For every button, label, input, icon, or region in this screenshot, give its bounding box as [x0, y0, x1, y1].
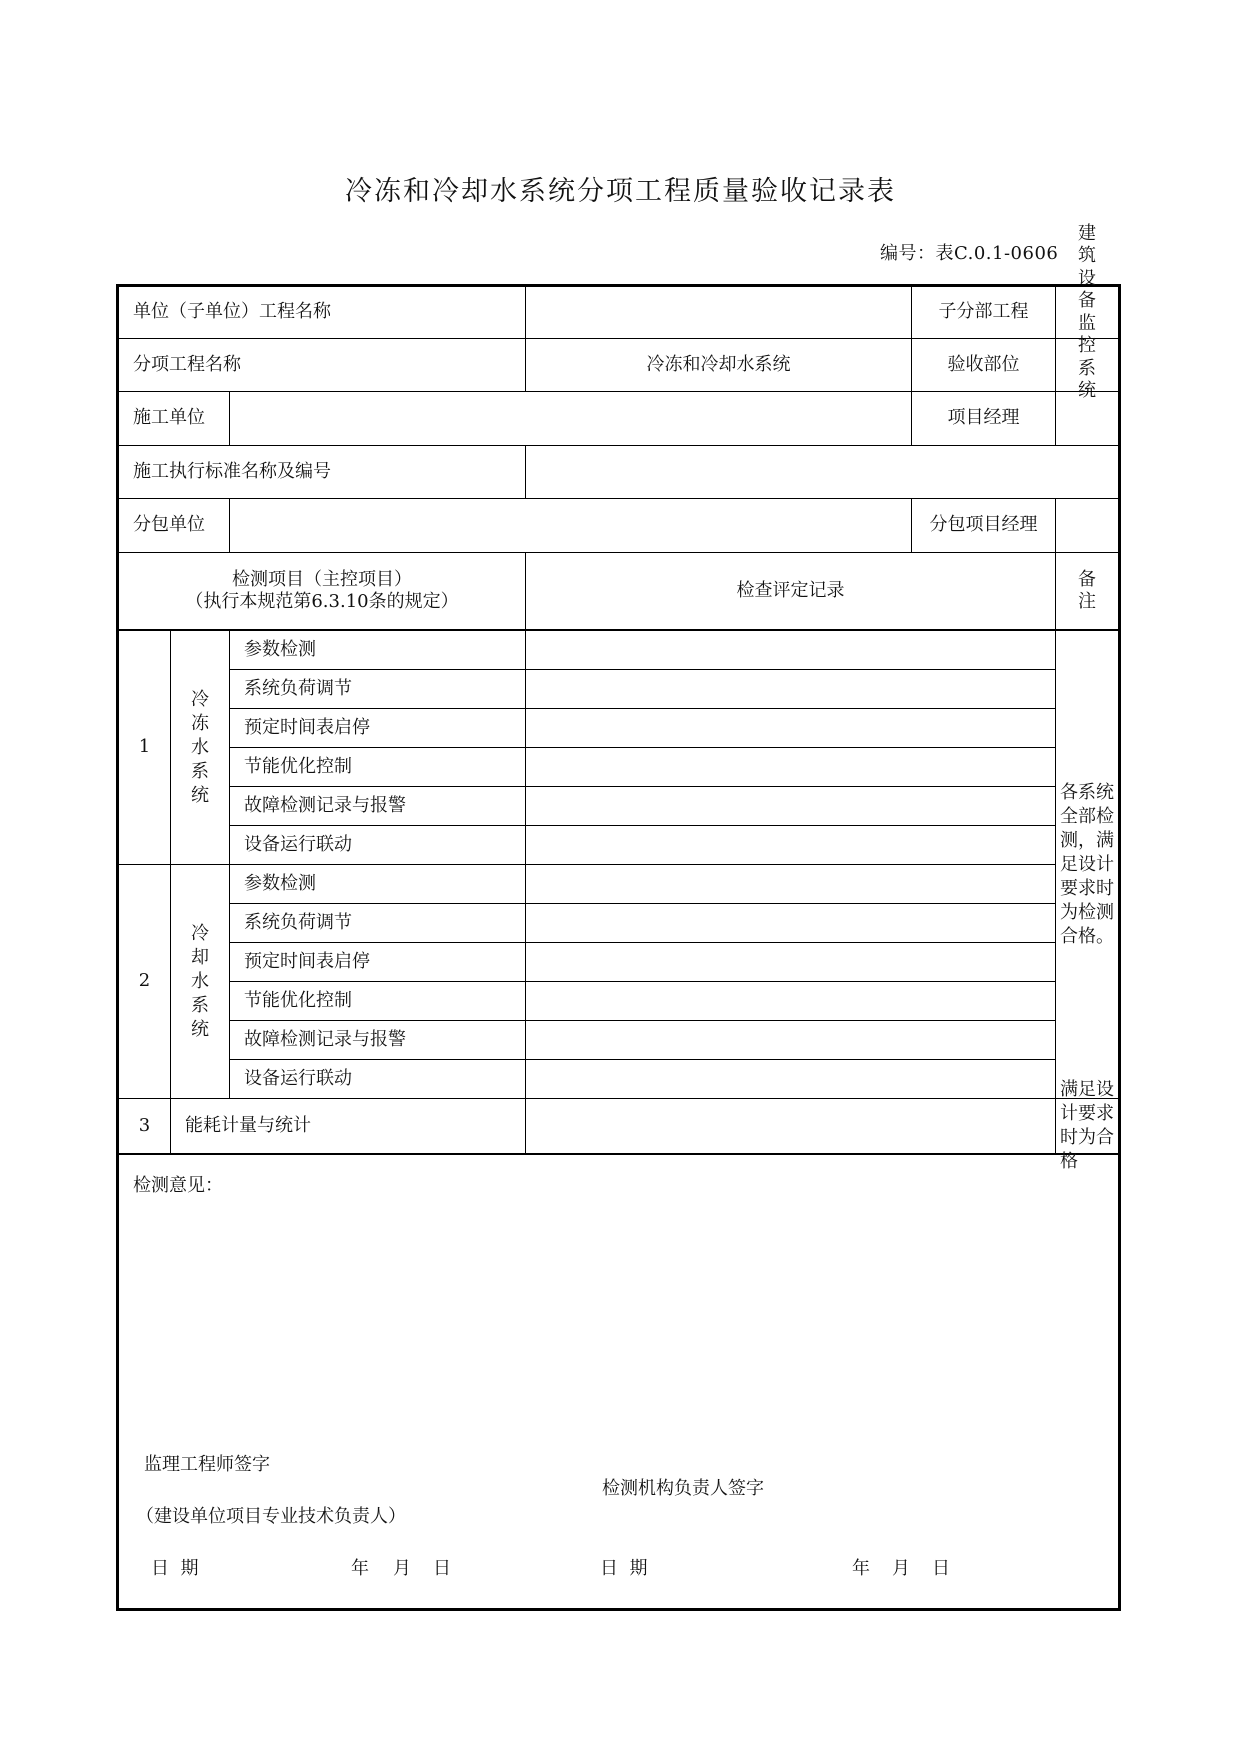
agency-date-month: 月 — [892, 1558, 910, 1579]
row-3-remark: 满足设计要求时为合格 — [1056, 1099, 1118, 1155]
group-1-item: 设备运行联动 — [230, 826, 526, 865]
group-2-item: 参数检测 — [230, 865, 526, 904]
agency-date-label: 日 期 — [600, 1558, 648, 1579]
agency-date-day: 日 — [932, 1558, 950, 1579]
group-1-item: 系统负荷调节 — [230, 670, 526, 709]
unit-project-label: 单位（子单位）工程名称 — [119, 287, 526, 339]
standard-label: 施工执行标准名称及编号 — [119, 446, 526, 499]
group-2-item: 系统负荷调节 — [230, 904, 526, 943]
group-2-name-char: 系 — [191, 994, 209, 1016]
group-1-record[interactable] — [526, 826, 1056, 865]
groups-remark: 各系统全部检测，满足设计要求时为检测合格。 — [1056, 631, 1118, 1099]
row-3-number: 3 — [119, 1099, 171, 1155]
group-2-name-char: 冷 — [191, 922, 209, 944]
group-2-number: 2 — [119, 865, 171, 1099]
group-1-item: 故障检测记录与报警 — [230, 787, 526, 826]
acceptance-part-value[interactable] — [1056, 339, 1118, 392]
sub-division-label: 子分部工程 — [912, 287, 1056, 339]
inspection-item-header-line1: 检测项目（主控项目） — [232, 568, 412, 590]
acceptance-part-label: 验收部位 — [912, 339, 1056, 392]
subcontractor-value[interactable] — [230, 499, 912, 553]
inspection-opinion-section[interactable] — [119, 1155, 1118, 1608]
group-2-name — [171, 865, 230, 1099]
remark-header: 备注 — [1056, 553, 1118, 631]
group-1-name-char: 系 — [191, 760, 209, 782]
agency-date-year: 年 — [852, 1558, 870, 1579]
sub-division-value[interactable]: 建筑设备监控系统 — [1056, 287, 1118, 339]
group-2-item: 预定时间表启停 — [230, 943, 526, 982]
sub-manager-value[interactable] — [1056, 499, 1118, 553]
record-header: 检查评定记录 — [526, 553, 1056, 631]
group-2-record[interactable] — [526, 1060, 1056, 1099]
inspection-item-header — [119, 553, 526, 631]
group-1-record[interactable] — [526, 748, 1056, 787]
form-code-value: 表C.0.1-0606 — [935, 243, 1059, 264]
group-2-record[interactable] — [526, 982, 1056, 1021]
project-manager-value[interactable] — [1056, 392, 1118, 446]
supervisor-sign-label: 监理工程师签字 — [144, 1454, 270, 1475]
group-2-record[interactable] — [526, 904, 1056, 943]
supervisor-date-month: 月 — [393, 1558, 411, 1579]
standard-value[interactable] — [526, 446, 1118, 499]
group-1-item: 参数检测 — [230, 631, 526, 670]
row-3-record[interactable] — [526, 1099, 1056, 1155]
group-2-record[interactable] — [526, 1021, 1056, 1060]
group-1-item: 节能优化控制 — [230, 748, 526, 787]
supervisor-note: （建设单位项目专业技术负责人） — [136, 1506, 406, 1527]
group-1-record[interactable] — [526, 631, 1056, 670]
sub-manager-label: 分包项目经理 — [912, 499, 1056, 553]
group-2-record[interactable] — [526, 943, 1056, 982]
group-1-record[interactable] — [526, 709, 1056, 748]
group-2-item: 故障检测记录与报警 — [230, 1021, 526, 1060]
agency-sign-label: 检测机构负责人签字 — [602, 1478, 764, 1499]
form-code — [880, 245, 1058, 263]
supervisor-date-year: 年 — [351, 1558, 369, 1579]
group-1-name-char: 冻 — [191, 712, 209, 734]
group-2-item: 节能优化控制 — [230, 982, 526, 1021]
construction-unit-value[interactable] — [230, 392, 912, 446]
row-3-item: 能耗计量与统计 — [171, 1099, 526, 1155]
group-1-record[interactable] — [526, 787, 1056, 826]
group-1-number: 1 — [119, 631, 171, 865]
construction-unit-label: 施工单位 — [119, 392, 230, 446]
group-1-record[interactable] — [526, 670, 1056, 709]
group-1-name — [171, 631, 230, 865]
form-code-label: 编号： — [880, 243, 936, 264]
group-1-name-char: 水 — [191, 736, 209, 758]
unit-project-value[interactable] — [526, 287, 912, 339]
group-2-name-char: 水 — [191, 970, 209, 992]
supervisor-date-day: 日 — [433, 1558, 451, 1579]
inspection-item-header-line2: （执行本规范第6.3.10条的规定） — [185, 591, 459, 612]
group-1-item: 预定时间表启停 — [230, 709, 526, 748]
subcontractor-label: 分包单位 — [119, 499, 230, 553]
sub-item-label: 分项工程名称 — [119, 339, 526, 392]
group-2-name-char: 却 — [191, 946, 209, 968]
group-2-name-char: 统 — [191, 1018, 209, 1040]
group-1-name-char: 冷 — [191, 688, 209, 710]
project-manager-label: 项目经理 — [912, 392, 1056, 446]
group-2-item: 设备运行联动 — [230, 1060, 526, 1099]
group-1-name-char: 统 — [191, 784, 209, 806]
opinion-label: 检测意见： — [133, 1175, 223, 1196]
group-2-record[interactable] — [526, 865, 1056, 904]
sub-item-value[interactable]: 冷冻和冷却水系统 — [526, 339, 912, 392]
form-title: 冷冻和冷却水系统分项工程质量验收记录表 — [345, 176, 896, 207]
supervisor-date-label: 日 期 — [151, 1558, 199, 1579]
